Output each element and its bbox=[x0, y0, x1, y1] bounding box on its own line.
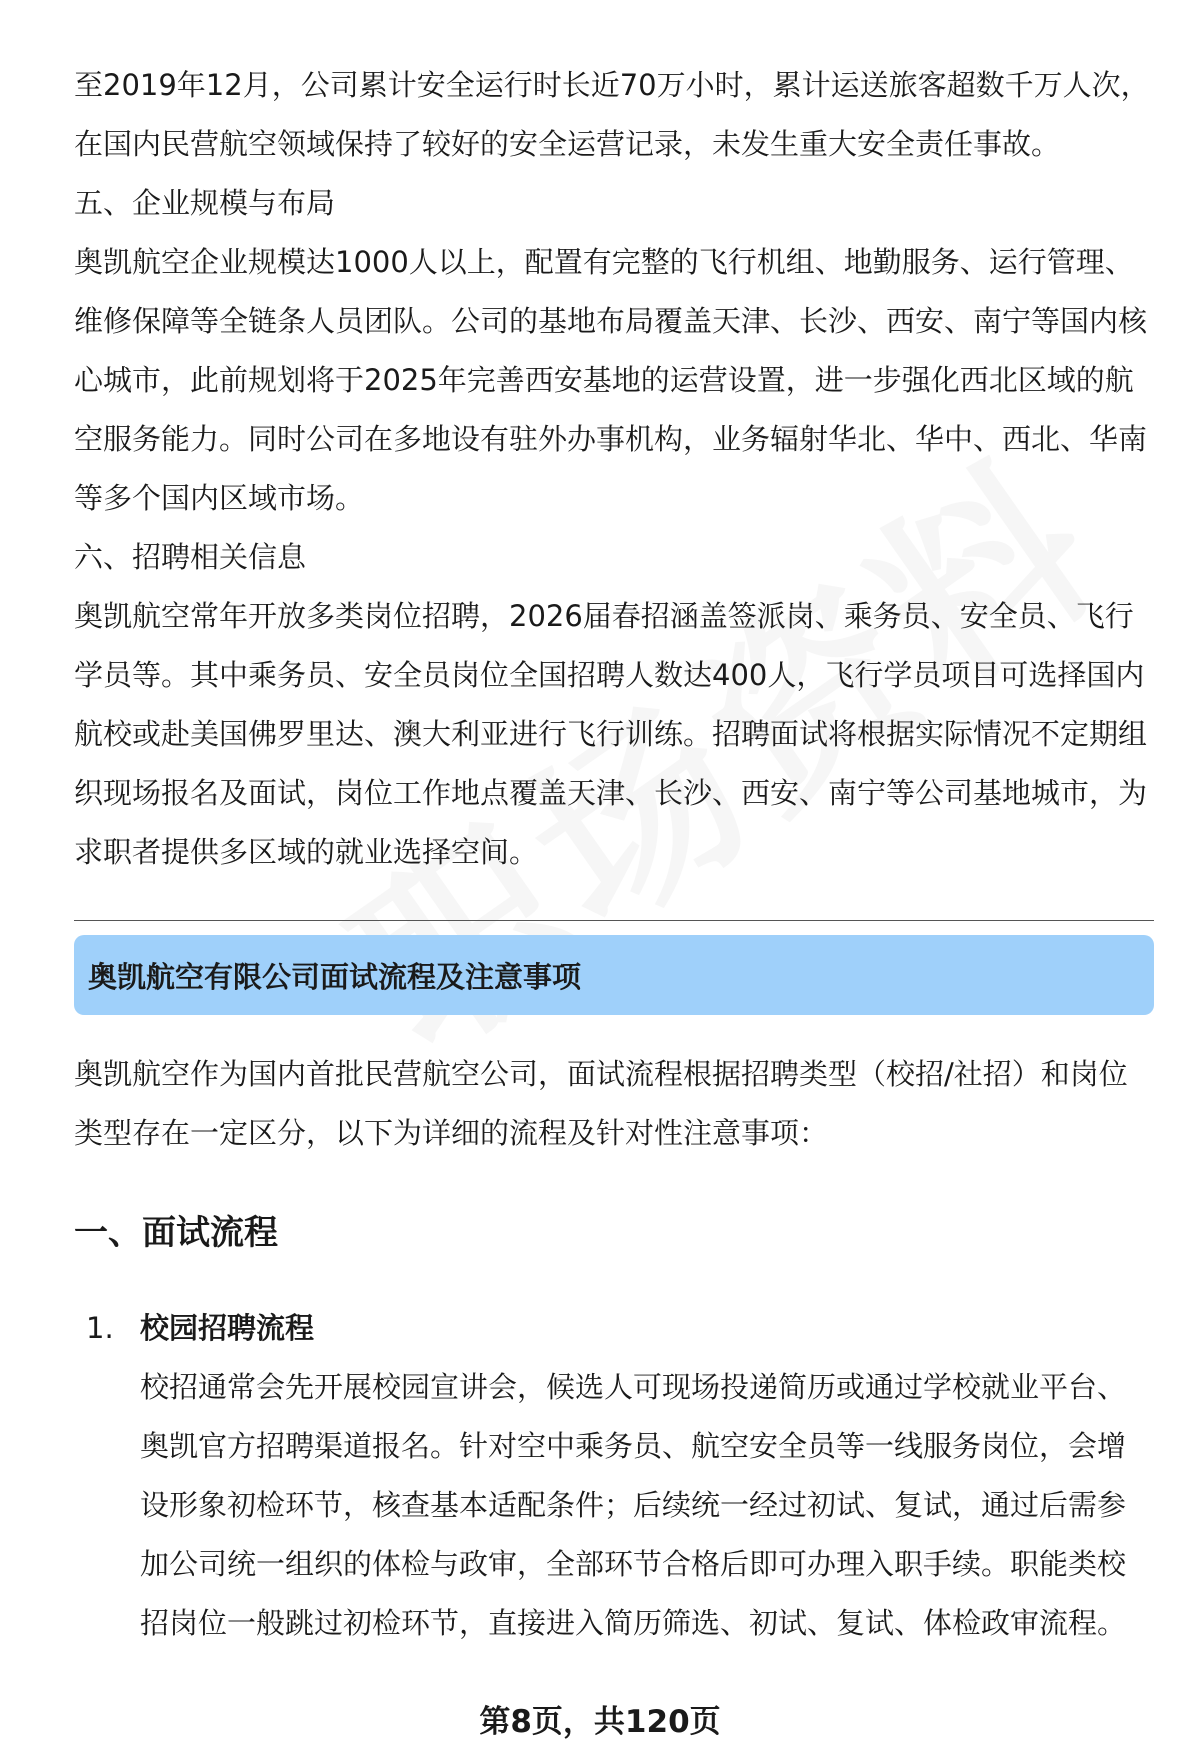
heading-interview-process: 一、面试流程 bbox=[74, 1213, 278, 1253]
paragraph-scale: 奥凯航空企业规模达1000人以上，配置有完整的飞行机组、地勤服务、运行管理、维修保障等全链条人员团队。公司的基地布局覆盖天津、长沙、西安、南宁等国内核心城市，此前规划将于2025年完善西安基地的运营设置，进一步强化西北区域的航空服务能力。同时公司在多地设有驻外办事机构，业务辐射华北、华中、西北、华南等多个国内区域市场。 bbox=[74, 245, 1148, 515]
section-heading-recruitment: 六、招聘相关信息 bbox=[74, 540, 307, 574]
paragraph-intro: 奥凯航空作为国内首批民营航空公司，面试流程根据招聘类型（校招/社招）和岗位类型存在一定区分，以下为详细的流程及针对性注意事项： bbox=[74, 1057, 1128, 1150]
divider bbox=[74, 920, 1154, 921]
paragraph-recruitment: 奥凯航空常年开放多类岗位招聘，2026届春招涵盖签派岗、乘务员、安全员、飞行学员等。其中乘务员、安全员岗位全国招聘人数达400人，飞行学员项目可选择国内航校或赴美国佛罗里达、澳大利亚进行飞行训练。招聘面试将根据实际情况不定期组织现场报名及面试，岗位工作地点覆盖天津、长沙、西安、南宁等公司基地城市，为求职者提供多区域的就业选择空间。 bbox=[74, 599, 1148, 869]
section-heading-scale: 五、企业规模与布局 bbox=[74, 186, 336, 220]
list-text: 校招通常会先开展校园宣讲会，候选人可现场投递简历或通过学校就业平台、奥凯官方招聘渠道报名。针对空中乘务员、航空安全员等一线服务岗位，会增设形象初检环节，核查基本适配条件；后续统一经过初试、复试，通过后需参加公司统一组织的体检与政审，全部环节合格后即可办理入职手续。职能类校招岗位一般跳过初检环节，直接进入简历筛选、初试、复试、体检政审流程。 bbox=[140, 1370, 1127, 1640]
document-body bbox=[74, 56, 1154, 1653]
list-title: 校园招聘流程 bbox=[140, 1311, 315, 1345]
paragraph-safety-record: 至2019年12月，公司累计安全运行时长近70万小时，累计运送旅客超数千万人次，在国内民营航空领域保持了较好的安全运营记录，未发生重大安全责任事故。 bbox=[74, 68, 1150, 161]
list-number: 1. bbox=[86, 1311, 114, 1345]
list-item bbox=[74, 1299, 1154, 1653]
page-footer: 第8页，共120页 bbox=[479, 1704, 721, 1740]
banner-title: 奥凯航空有限公司面试流程及注意事项 bbox=[88, 959, 582, 994]
section-banner bbox=[74, 935, 1154, 1015]
list-body bbox=[140, 1299, 1154, 1653]
